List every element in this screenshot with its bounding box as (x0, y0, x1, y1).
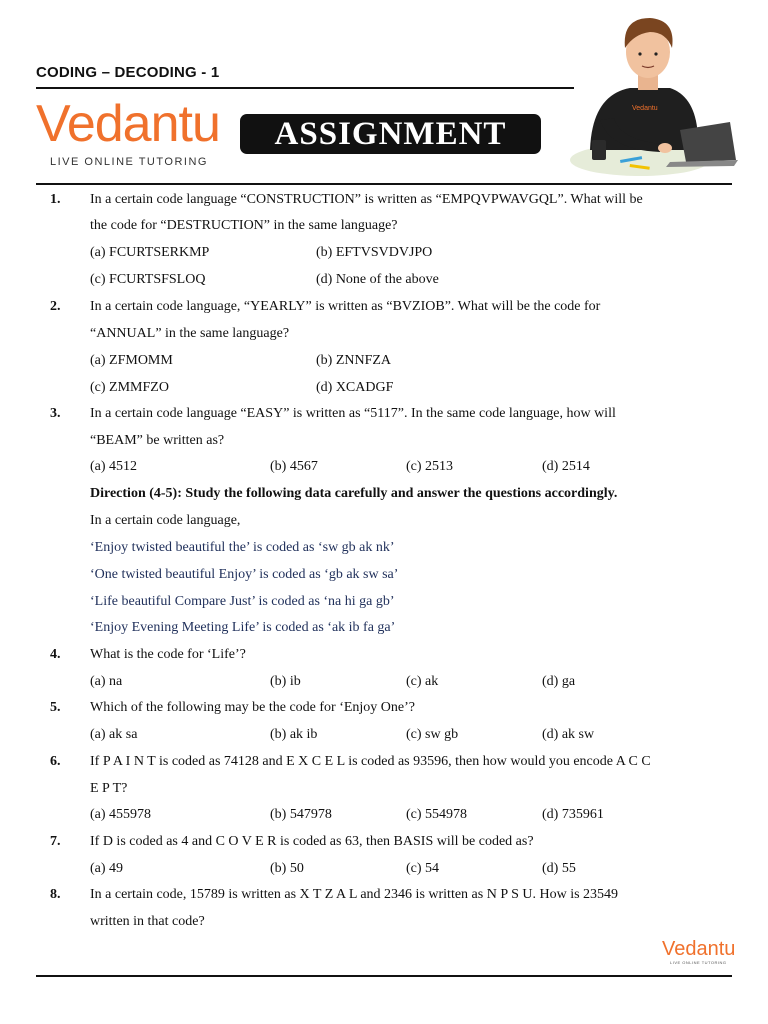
question-text: written in that code? (90, 914, 205, 929)
option-a: (a) na (90, 674, 123, 689)
option-b: (b) EFTVSVDVJPO (316, 245, 433, 260)
question-text: If P A I N T is coded as 74128 and E X C E L is coded as 93596, then how would you encode A C C (90, 754, 651, 769)
question-text: In a certain code language “EASY” is written as “5117”. In the same code language, how will (90, 406, 616, 421)
question-number: 5. (50, 700, 61, 715)
option-b: (b) 50 (270, 861, 304, 876)
logo-tagline: LIVE ONLINE TUTORING (50, 156, 208, 168)
question-text: In a certain code language, “YEARLY” is written as “BVZIOB”. What will be the code for (90, 299, 601, 314)
footer-logo-tagline: LIVE ONLINE TUTORING (670, 960, 727, 965)
question-text: E P T? (90, 781, 128, 796)
question-number: 1. (50, 192, 61, 207)
content-top-divider (36, 183, 732, 185)
question-number: 3. (50, 406, 61, 421)
option-a: (a) 455978 (90, 807, 152, 822)
option-d: (d) 735961 (542, 807, 604, 822)
option-d: (d) 2514 (542, 459, 590, 474)
option-a: (a) ak sa (90, 727, 138, 742)
vedantu-logo (36, 95, 221, 172)
question-number: 2. (50, 299, 61, 314)
option-d: (d) None of the above (316, 272, 439, 287)
option-c: (c) ak (406, 674, 439, 689)
question-text: In a certain code, 15789 is written as X T Z A L and 2346 is written as N P S U. How is 23549 (90, 887, 619, 902)
option-d: (d) 55 (542, 861, 576, 876)
header-divider (36, 87, 574, 89)
option-c: (c) sw gb (406, 727, 459, 742)
logo-wordmark: Vedantu (36, 95, 220, 153)
question-number: 6. (50, 754, 61, 769)
option-a: (a) 49 (90, 861, 124, 876)
option-c: (c) ZMMFZO (90, 380, 169, 395)
option-c: (c) FCURTSFSLOQ (90, 272, 206, 287)
question-text: In a certain code language “CONSTRUCTION” is written as “EMPQVPWAVGQL”. What will be (90, 192, 643, 207)
code-example: ‘Enjoy twisted beautiful the’ is coded as ‘sw gb ak nk’ (90, 540, 395, 555)
code-example: ‘Life beautiful Compare Just’ is coded as ‘na hi ga gb’ (90, 594, 395, 609)
option-b: (b) 547978 (270, 807, 332, 822)
option-a: (a) 4512 (90, 459, 138, 474)
footer-divider (36, 975, 732, 977)
direction-intro: In a certain code language, (90, 513, 241, 528)
svg-text:Vedantu: Vedantu (632, 105, 658, 112)
option-a: (a) FCURTSERKMP (90, 245, 210, 260)
code-example: ‘One twisted beautiful Enjoy’ is coded as ‘gb ak sw sa’ (90, 567, 399, 582)
direction-heading: Direction (4-5): Study the following data carefully and answer the questions accordingly. (90, 486, 618, 501)
question-text: “ANNUAL” in the same language? (90, 326, 290, 341)
question-text: If D is coded as 4 and C O V E R is coded as 63, then BASIS will be coded as? (90, 834, 534, 849)
question-text: “BEAM” be written as? (90, 433, 225, 448)
footer-logo-wordmark: Vedantu (662, 938, 736, 960)
code-example: ‘Enjoy Evening Meeting Life’ is coded as ‘ak ib fa ga’ (90, 620, 396, 635)
option-a: (a) ZFMOMM (90, 353, 173, 368)
option-c: (c) 554978 (406, 807, 468, 822)
question-number: 7. (50, 834, 61, 849)
option-d: (d) XCADGF (316, 380, 394, 395)
page-title: CODING – DECODING - 1 (36, 64, 220, 81)
option-d: (d) ga (542, 674, 576, 689)
student-illustration (570, 10, 742, 182)
question-number: 4. (50, 647, 61, 662)
option-b: (b) 4567 (270, 459, 318, 474)
question-number: 8. (50, 887, 61, 902)
question-text: What is the code for ‘Life’? (90, 647, 246, 662)
assignment-badge: ASSIGNMENT (240, 114, 541, 154)
question-text: the code for “DESTRUCTION” in the same language? (90, 218, 398, 233)
option-c: (c) 54 (406, 861, 440, 876)
footer-logo (662, 938, 736, 968)
option-d: (d) ak sw (542, 727, 595, 742)
option-b: (b) ak ib (270, 727, 318, 742)
option-c: (c) 2513 (406, 459, 454, 474)
question-text: Which of the following may be the code for ‘Enjoy One’? (90, 700, 416, 715)
option-b: (b) ZNNFZA (316, 353, 392, 368)
option-b: (b) ib (270, 674, 301, 689)
